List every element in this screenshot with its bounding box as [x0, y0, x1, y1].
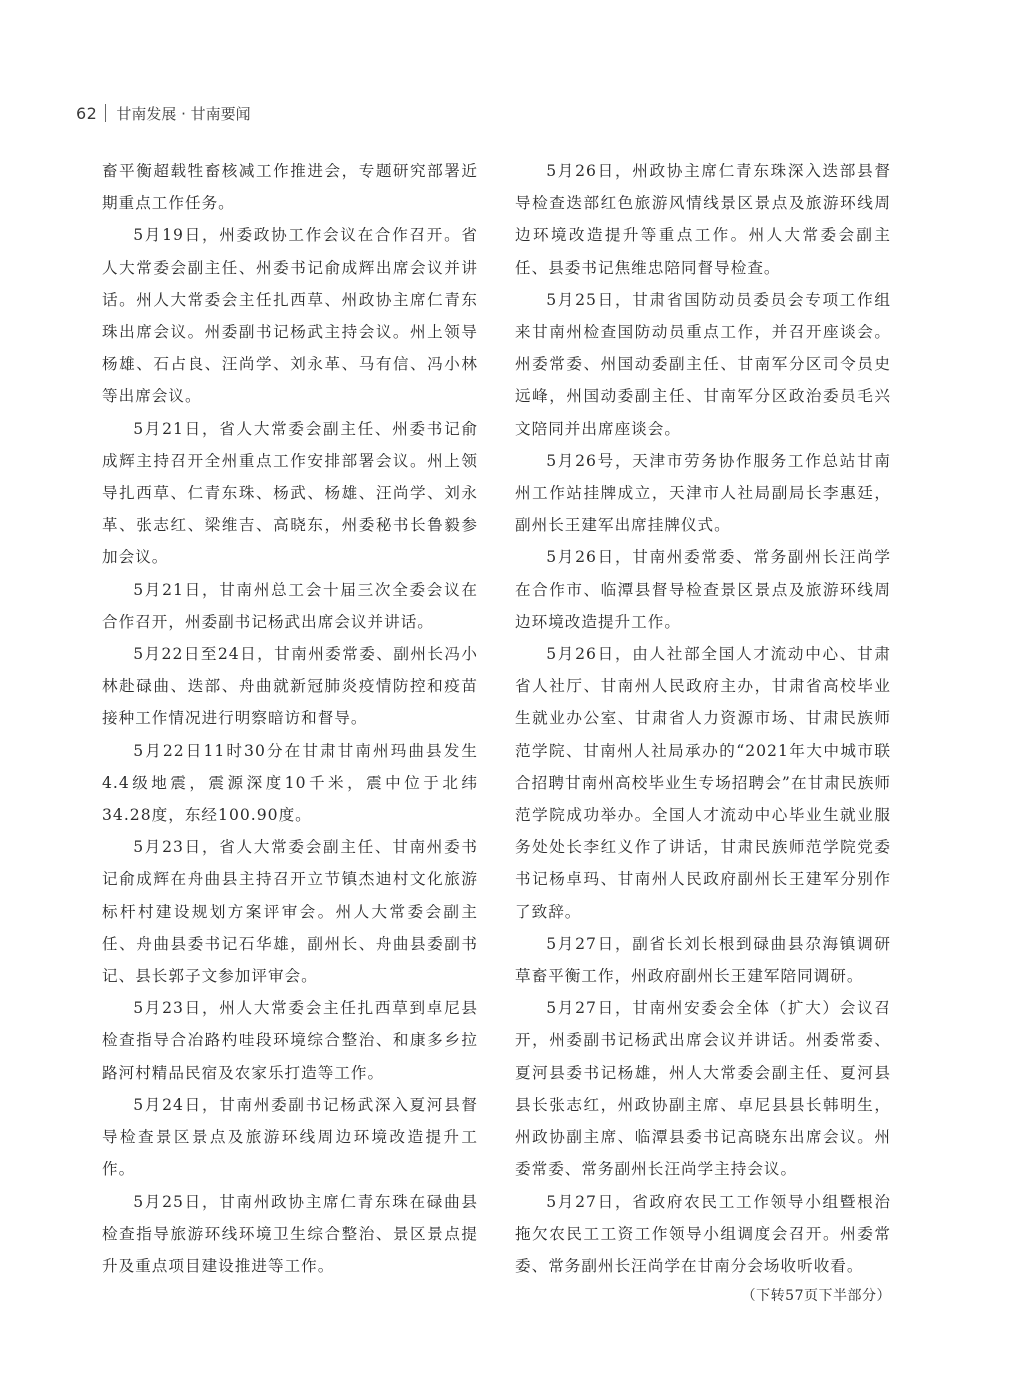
header-divider — [105, 104, 106, 122]
news-paragraph: 5月27日，副省长刘长根到碌曲县尕海镇调研草畜平衡工作，州政府副州长王建军陪同调研。 — [515, 934, 891, 986]
news-paragraph: 5月21日，省人大常委会副主任、州委书记俞成辉主持召开全州重点工作安排部署会议。州上领导扎西草、仁青东珠、杨武、杨雄、汪尚学、刘永革、张志红、梁维吉、高晓东，州委秘书长鲁毅参加会议。 — [102, 419, 478, 567]
news-paragraph: 5月22日11时30分在甘肃甘南州玛曲县发生4.4级地震，震源深度10千米，震中位于北纬34.28度，东经100.90度。 — [102, 741, 478, 825]
news-paragraph: 5月23日，州人大常委会主任扎西草到卓尼县检查指导合冶路杓哇段环境综合整治、和康多乡拉路河村精品民宿及农家乐打造等工作。 — [102, 999, 478, 1082]
news-paragraph: 5月27日，甘南州安委会全体（扩大）会议召开，州委副书记杨武出席会议并讲话。州委常委、夏河县委书记杨雄，州人大常委会副主任、夏河县县长张志红，州政协副主席、卓尼县县长韩明生，州政协副主席、临潭县委书记高晓东出席会议。州委常委、常务副州长汪尚学主持会议。 — [515, 999, 891, 1179]
page-number: 62 — [76, 103, 98, 123]
running-head — [76, 100, 251, 126]
left-column — [102, 155, 478, 1282]
news-paragraph: 5月25日，甘肃省国防动员委员会专项工作组来甘南州检查国防动员重点工作，并召开座谈会。州委常委、州国动委副主任、甘南军分区司令员史远峰，州国动委副主任、甘南军分区政治委员毛兴文陪同并出席座谈会。 — [515, 290, 891, 438]
news-paragraph: 5月22日至24日，甘南州委常委、副州长冯小林赴碌曲、迭部、舟曲就新冠肺炎疫情防控和疫苗接种工作情况进行明察暗访和督导。 — [102, 645, 478, 728]
news-paragraph: 5月24日，甘南州委副书记杨武深入夏河县督导检查景区景点及旅游环线周边环境改造提升工作。 — [102, 1095, 478, 1179]
right-column — [515, 155, 891, 1310]
news-paragraph: 5月23日，省人大常委会副主任、甘南州委书记俞成辉在舟曲县主持召开立节镇杰迪村文化旅游标杆村建设规划方案评审会。州人大常委会副主任、舟曲县委书记石华雄，副州长、舟曲县委副书记、县长郭子文参加评审会。 — [102, 838, 478, 986]
news-paragraph: 5月21日，甘南州总工会十届三次全委会议在合作召开，州委副书记杨武出席会议并讲话。 — [102, 580, 478, 631]
news-paragraph: 5月27日，省政府农民工工作领导小组暨根治拖欠农民工工资工作领导小组调度会召开。州委常委、常务副州长汪尚学在甘南分会场收听收看。 — [515, 1192, 891, 1275]
news-paragraph: 5月19日，州委政协工作会议在合作召开。省人大常委会副主任、州委书记俞成辉出席会议并讲话。州人大常委会主任扎西草、州政协主席仁青东珠出席会议。州委副书记杨武主持会议。州上领导杨雄、石占良、汪尚学、刘永革、马有信、冯小林等出席会议。 — [102, 226, 478, 406]
news-paragraph: 5月26日，由人社部全国人才流动中心、甘肃省人社厅、甘南州人民政府主办，甘肃省高校毕业生就业办公室、甘肃省人力资源市场、甘肃民族师范学院、甘南州人社局承办的“2021年大中城市联合招聘甘南州高校毕业生专场招聘会”在甘肃民族师范学院成功举办。全国人才流动中心毕业生就业服务处处长李红义作了讲话，甘肃民族师范学院党委书记杨卓玛、甘南州人民政府副州长王建军分别作了致辞。 — [515, 645, 891, 921]
section-title: 甘南发展 · 甘南要闻 — [116, 104, 251, 123]
continuation-note: （下转57页下半部分） — [741, 1288, 891, 1305]
news-paragraph: 5月26日，甘南州委常委、常务副州长汪尚学在合作市、临潭县督导检查景区景点及旅游环线周边环境改造提升工作。 — [515, 548, 891, 631]
news-paragraph: 畜平衡超载牲畜核减工作推进会，专题研究部署近期重点工作任务。 — [102, 162, 478, 213]
news-paragraph: 5月26日，州政协主席仁青东珠深入迭部县督导检查迭部红色旅游风情线景区景点及旅游环线周边环境改造提升等重点工作。州人大常委会副主任、县委书记焦维忠陪同督导检查。 — [515, 162, 891, 277]
news-paragraph: 5月26号，天津市劳务协作服务工作总站甘南州工作站挂牌成立，天津市人社局副局长李惠廷，副州长王建军出席挂牌仪式。 — [515, 451, 891, 535]
news-paragraph: 5月25日，甘南州政协主席仁青东珠在碌曲县检查指导旅游环线环境卫生综合整治、景区景点提升及重点项目建设推进等工作。 — [102, 1192, 478, 1275]
